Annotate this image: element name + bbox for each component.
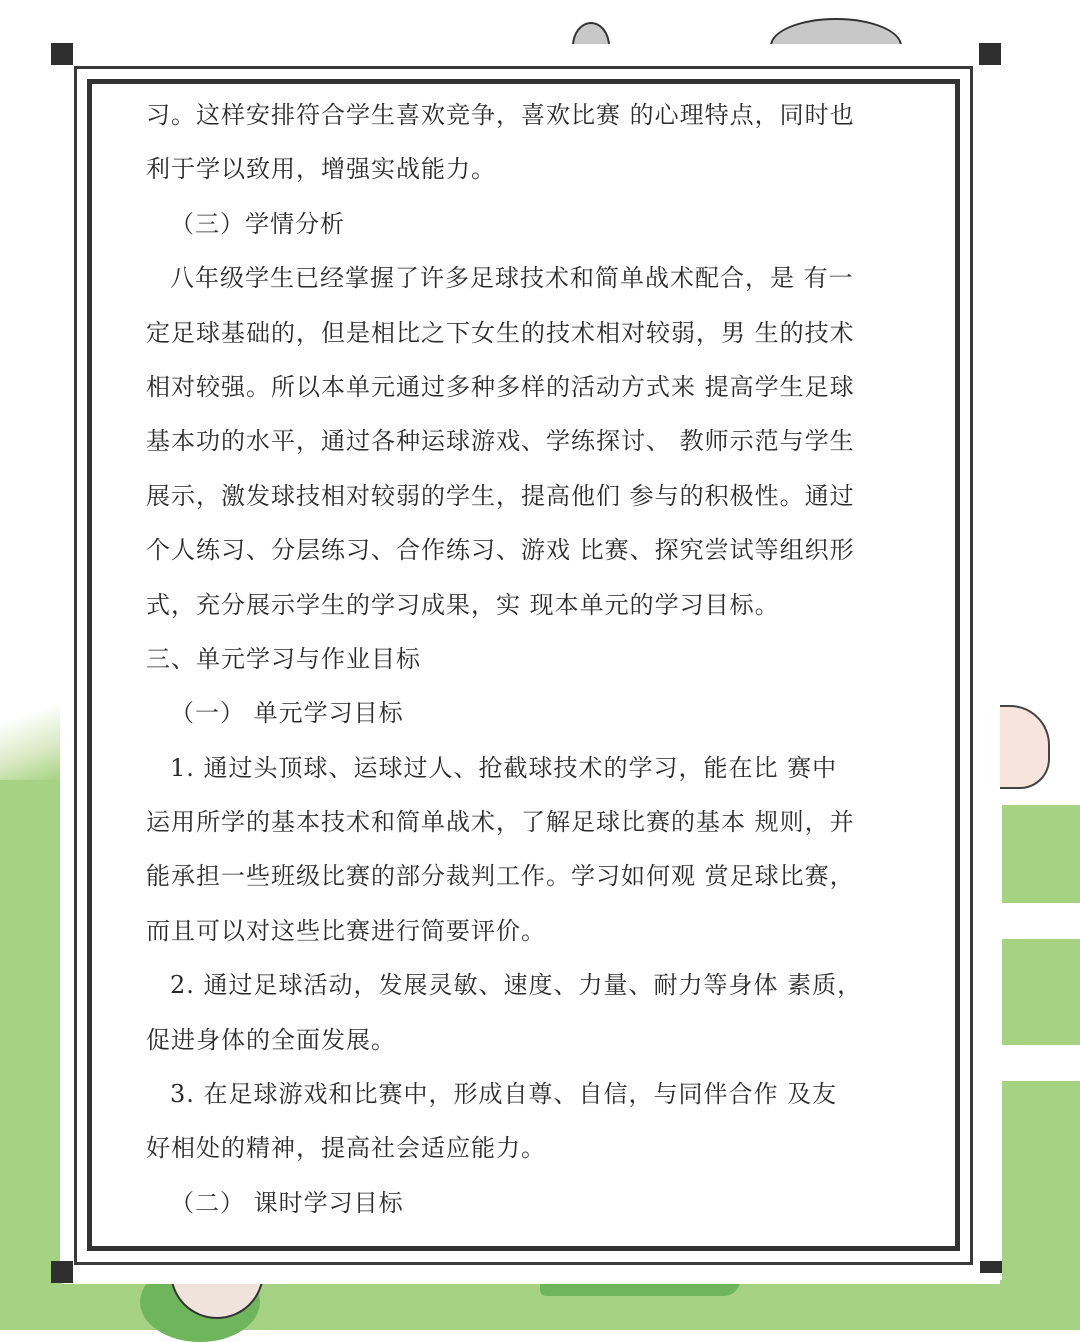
paragraph-line: 式，充分展示学生的学习成果，实 现本单元的学习目标。 xyxy=(146,590,780,619)
decorative-grass-left-fade xyxy=(0,690,60,780)
list-item: 3. 在足球游戏和比赛中，形成自尊、自信，与同伴合作 及友 xyxy=(170,1080,838,1109)
section-heading: （一） 单元学习目标 xyxy=(170,699,404,728)
paragraph-line: 好相处的精神，提高社会适应能力。 xyxy=(146,1134,546,1163)
paragraph-line: 促进身体的全面发展。 xyxy=(146,1025,396,1054)
resize-handle-top-left[interactable] xyxy=(51,43,73,65)
document-body xyxy=(146,92,891,1234)
decorative-grass-left xyxy=(0,780,60,1330)
paragraph-line: 运用所学的基本技术和简单战术，了解足球比赛的基本 规则，并 xyxy=(146,808,855,837)
paragraph-line: 展示，激发球技相对较弱的学生，提高他们 参与的积极性。通过 xyxy=(146,481,855,510)
paragraph-line: 习。这样安排符合学生喜欢竞争，喜欢比赛 的心理特点，同时也 xyxy=(146,101,855,129)
decorative-character-head xyxy=(770,18,902,46)
decorative-character-ear xyxy=(572,22,610,46)
paragraph-line: 而且可以对这些比赛进行简要评价。 xyxy=(146,916,546,945)
section-heading: （三）学情分析 xyxy=(170,209,345,238)
decorative-hand-icon xyxy=(998,705,1050,789)
resize-handle-bottom-right[interactable] xyxy=(980,1261,1002,1273)
list-item: 1. 通过头顶球、运球过人、抢截球技术的学习，能在比 赛中 xyxy=(170,753,838,782)
paragraph-line: 利于学以致用，增强实战能力。 xyxy=(146,155,496,184)
decorative-grass-right xyxy=(1002,805,1080,1330)
list-item: 2. 通过足球活动，发展灵敏、速度、力量、耐力等身体 素质， xyxy=(170,971,863,1000)
paragraph-line: 定足球基础的，但是相比之下女生的技术相对较弱，男 生的技术 xyxy=(146,318,855,347)
field-line xyxy=(1002,1045,1080,1081)
field-line xyxy=(1002,903,1080,939)
paragraph-line: 个人练习、分层练习、合作练习、游戏 比赛、探究尝试等组织形 xyxy=(146,536,855,565)
section-heading: （二） 课时学习目标 xyxy=(170,1188,404,1217)
resize-handle-bottom-left[interactable] xyxy=(51,1261,73,1283)
paragraph-line: 能承担一些班级比赛的部分裁判工作。学习如何观 赏足球比赛， xyxy=(146,862,855,891)
resize-handle-top-right[interactable] xyxy=(979,43,1001,65)
chapter-heading: 三、单元学习与作业目标 xyxy=(146,644,421,673)
paragraph-line: 八年级学生已经掌握了许多足球技术和简单战术配合，是 有一 xyxy=(170,264,854,293)
paragraph-line: 相对较强。所以本单元通过多种多样的活动方式来 提高学生足球 xyxy=(146,372,855,401)
paragraph-line: 基本功的水平，通过各种运球游戏、学练探讨、 教师示范与学生 xyxy=(146,427,855,456)
